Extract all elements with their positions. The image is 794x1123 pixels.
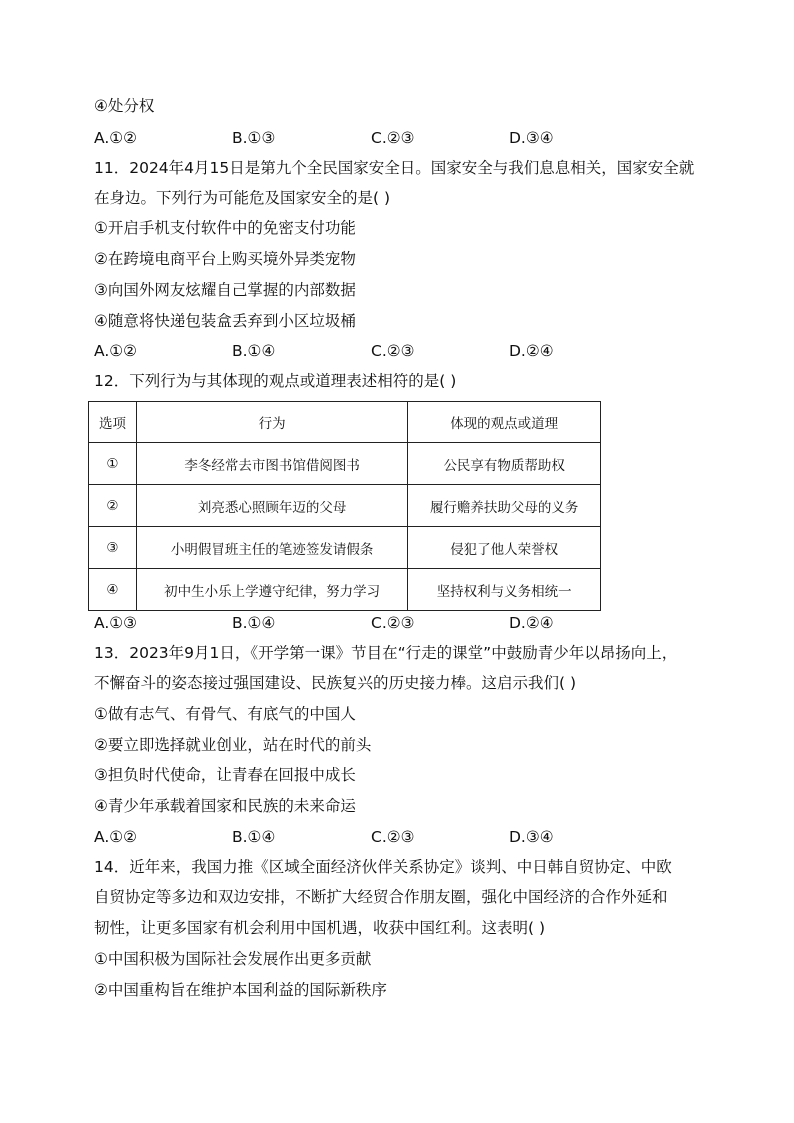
q11-item-2: ②在跨境电商平台上购买境外异类宠物 bbox=[94, 250, 356, 268]
q14-stem-line3: 韧性，让更多国家有机会利用中国机遇，收获中国红利。这表明( ) bbox=[94, 919, 546, 937]
q10-option-d: D.③④ bbox=[509, 129, 554, 147]
q12-table bbox=[88, 401, 601, 611]
q10-option-a: A.①② bbox=[94, 129, 138, 147]
table-cell: 刘亮悉心照顾年迈的父母 bbox=[136, 485, 407, 527]
table-cell: 坚持权利与义务相统一 bbox=[408, 569, 601, 611]
table-cell: ④ bbox=[89, 569, 137, 611]
table-cell: 公民享有物质帮助权 bbox=[408, 443, 601, 485]
q13-item-4: ④青少年承载着国家和民族的未来命运 bbox=[94, 797, 356, 815]
q12-option-d: D.②④ bbox=[509, 614, 554, 632]
q11-option-c: C.②③ bbox=[371, 342, 415, 360]
q11-option-a: A.①② bbox=[94, 342, 138, 360]
q14-stem-line1: 14．近年来，我国力推《区域全面经济伙伴关系协定》谈判、中日韩自贸协定、中欧 bbox=[94, 858, 672, 876]
q11-stem-line2: 在身边。下列行为可能危及国家安全的是( ) bbox=[94, 189, 391, 207]
q12-stem: 12．下列行为与其体现的观点或道理表述相符的是( ) bbox=[94, 372, 457, 390]
table-cell: 李冬经常去市图书馆借阅图书 bbox=[136, 443, 407, 485]
q13-item-2: ②要立即选择就业创业，站在时代的前头 bbox=[94, 736, 372, 754]
q13-stem-line1: 13．2023年9月1日，《开学第一课》节目在“行走的课堂”中鼓励青少年以昂扬向上， bbox=[94, 644, 678, 662]
table-cell: 初中生小乐上学遵守纪律，努力学习 bbox=[136, 569, 407, 611]
header-behavior: 行为 bbox=[136, 402, 407, 443]
header-viewpoint: 体现的观点或道理 bbox=[408, 402, 601, 443]
table-cell: 小明假冒班主任的笔迹签发请假条 bbox=[136, 527, 407, 569]
q13-option-a: A.①② bbox=[94, 828, 138, 846]
table-row bbox=[89, 485, 601, 527]
q14-stem-line2: 自贸协定等多边和双边安排，不断扩大经贸合作朋友圈，强化中国经济的合作外延和 bbox=[94, 888, 668, 906]
q11-item-1: ①开启手机支付软件中的免密支付功能 bbox=[94, 219, 356, 237]
q11-stem-line1: 11．2024年4月15日是第九个全民国家安全日。国家安全与我们息息相关，国家安全就 bbox=[94, 159, 695, 177]
q13-item-3: ③担负时代使命，让青春在回报中成长 bbox=[94, 766, 356, 784]
q13-option-c: C.②③ bbox=[371, 828, 415, 846]
table-header-row bbox=[89, 402, 601, 443]
table-cell: ① bbox=[89, 443, 137, 485]
table-cell: 侵犯了他人荣誉权 bbox=[408, 527, 601, 569]
table-cell: ② bbox=[89, 485, 137, 527]
q13-option-b: B.①④ bbox=[232, 828, 276, 846]
q11-item-4: ④随意将快递包装盒丢弃到小区垃圾桶 bbox=[94, 312, 356, 330]
q10-option-b: B.①③ bbox=[232, 129, 276, 147]
q14-item-2: ②中国重构旨在维护本国利益的国际新秩序 bbox=[94, 981, 387, 999]
q12-option-b: B.①④ bbox=[232, 614, 276, 632]
q10-item-4: ④处分权 bbox=[94, 97, 155, 115]
header-option: 选项 bbox=[89, 402, 137, 443]
q10-option-c: C.②③ bbox=[371, 129, 415, 147]
table-row bbox=[89, 569, 601, 611]
table-row bbox=[89, 443, 601, 485]
table-row bbox=[89, 527, 601, 569]
q13-option-d: D.③④ bbox=[509, 828, 554, 846]
q13-stem-line2: 不懈奋斗的姿态接过强国建设、民族复兴的历史接力棒。这启示我们( ) bbox=[94, 674, 577, 692]
q11-option-d: D.②④ bbox=[509, 342, 554, 360]
q14-item-1: ①中国积极为国际社会发展作出更多贡献 bbox=[94, 950, 372, 968]
q12-option-c: C.②③ bbox=[371, 614, 415, 632]
table-cell: ③ bbox=[89, 527, 137, 569]
q13-item-1: ①做有志气、有骨气、有底气的中国人 bbox=[94, 705, 356, 723]
q12-option-a: A.①③ bbox=[94, 614, 138, 632]
table-cell: 履行赡养扶助父母的义务 bbox=[408, 485, 601, 527]
q11-item-3: ③向国外网友炫耀自己掌握的内部数据 bbox=[94, 281, 356, 299]
q11-option-b: B.①④ bbox=[232, 342, 276, 360]
